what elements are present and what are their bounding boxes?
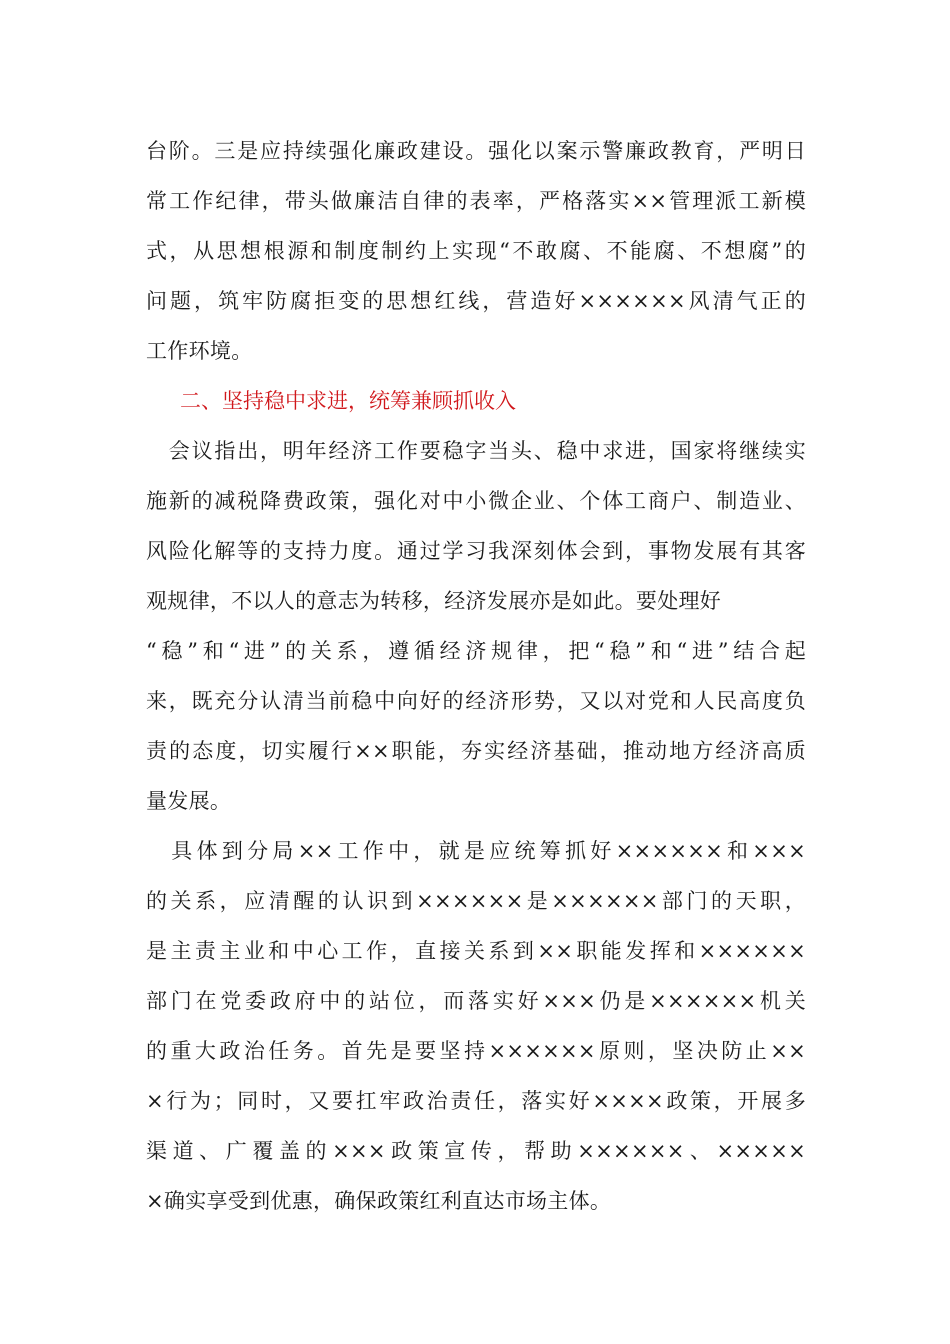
text-line: 渠道、广覆盖的×××政策宣传，帮助××××××、××××× bbox=[146, 1139, 806, 1163]
text-line: 台阶。三是应持续强化廉政建设。强化以案示警廉政教育，严明日 bbox=[146, 139, 806, 163]
text-line: 的关系，应清醒的认识到××××××是××××××部门的天职， bbox=[146, 889, 806, 913]
text-line: 责的态度，切实履行××职能，夯实经济基础，推动地方经济高质 bbox=[146, 739, 806, 763]
text-line: “稳”和“进”的关系，遵循经济规律，把“稳”和“进”结合起 bbox=[146, 639, 806, 663]
text-line: 施新的减税降费政策，强化对中小微企业、个体工商户、制造业、 bbox=[146, 489, 806, 513]
text-line: ×确实享受到优惠，确保政策红利直达市场主体。 bbox=[146, 1189, 612, 1213]
text-line: 部门在党委政府中的站位，而落实好×××仍是××××××机关 bbox=[146, 989, 806, 1013]
text-line: 观规律，不以人的意志为转移，经济发展亦是如此。要处理好 bbox=[146, 589, 722, 613]
text-line: 会议指出，明年经济工作要稳字当头、稳中求进，国家将继续实 bbox=[146, 439, 806, 463]
paragraph-integrity bbox=[146, 126, 806, 376]
paragraph-branch-work bbox=[146, 826, 806, 1226]
section-heading: 二、坚持稳中求进，统筹兼顾抓收入 bbox=[180, 389, 516, 413]
text-line: 是主责主业和中心工作，直接关系到××职能发挥和×××××× bbox=[146, 939, 806, 963]
text-line: 常工作纪律，带头做廉洁自律的表率，严格落实××管理派工新模 bbox=[146, 189, 806, 213]
text-line: 量发展。 bbox=[146, 789, 232, 813]
paragraph-meeting bbox=[146, 426, 806, 826]
text-line: 式，从思想根源和制度制约上实现“不敢腐、不能腐、不想腐”的 bbox=[146, 239, 806, 263]
text-line: 风险化解等的支持力度。通过学习我深刻体会到，事物发展有其客 bbox=[146, 539, 806, 563]
text-line: 的重大政治任务。首先是要坚持××××××原则，坚决防止×× bbox=[146, 1039, 806, 1063]
text-line: 来，既充分认清当前稳中向好的经济形势，又以对党和人民高度负 bbox=[146, 689, 806, 713]
text-line: 工作环境。 bbox=[146, 339, 253, 363]
text-line: ×行为；同时，又要扛牢政治责任，落实好××××政策，开展多 bbox=[146, 1089, 806, 1113]
text-line: 问题，筑牢防腐拒变的思想红线，营造好××××××风清气正的 bbox=[146, 289, 806, 313]
text-line: 具体到分局××工作中，就是应统筹抓好××××××和××× bbox=[146, 839, 806, 863]
